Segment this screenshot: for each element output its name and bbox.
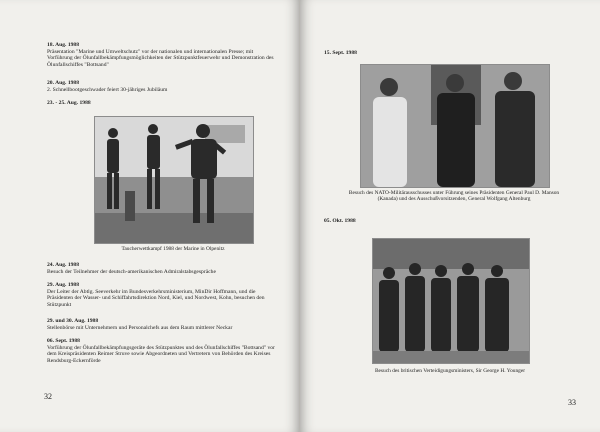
- officers-illustration: [361, 65, 549, 187]
- entry-text: Stellenbörse mit Unternehmern und Personalchefs aus dem Raum mittlerer Neckar: [47, 324, 233, 331]
- entry-sept-06: [47, 338, 279, 364]
- entry-text: Der Leiter der Abtlg. Seeverkehr im Bundesverkehrsministerium, MinDir Hoffmann, und die Präsidenten der Wasser- und Schiffahrtsdirektion Nord, Kiel, und Nordwest, Kohn, besuchen den Stützpunkt: [47, 288, 265, 308]
- entry-date: 05. Okt. 1988: [324, 218, 356, 224]
- entry-date: 29. und 30. Aug. 1988: [47, 318, 99, 324]
- entry-date: 23. - 25. Aug. 1988: [47, 100, 91, 106]
- entry-aug-20: [47, 80, 279, 93]
- entry-date: 06. Sept. 1988: [47, 338, 80, 344]
- entry-sept-15: [324, 50, 564, 57]
- nato-photo-caption: Besuch des NATO-Militärausschusses unter Führung seines Präsidenten General Paul D. Manson (Kanada) und des Ausschußvorsitzenden, General Wolfgang Altenburg: [348, 190, 560, 203]
- diver-scene-illustration: [95, 117, 253, 243]
- entry-text: 2. Schnellbootgeschwader feiert 30-jähriges Jubiläum: [47, 86, 168, 93]
- entry-oct-05: [324, 218, 564, 225]
- entry-aug-24: [47, 262, 279, 275]
- minister-photo-caption: Besuch des britischen Verteidigungsministers, Sir George H. Younger: [374, 368, 526, 374]
- entry-aug-29-30: [47, 318, 279, 331]
- right-page: [300, 0, 600, 432]
- page-number-right: 33: [568, 398, 576, 407]
- entry-text: Besuch der Teilnehmer der deutsch-amerikanischen Admiralstabsgespräche: [47, 268, 216, 275]
- entry-text: Vorführung der Ölunfallbekämpfungsgeräte des Stützpunktes und des Ölunfallschiffes "Bottsand" vor dem Kreispräsidenten Reimer Struve sowie Abgeordneten und Vertretern von Behörden des Kreises Rendsburg-Eckernförde: [47, 344, 275, 364]
- diver-contest-photo: [94, 116, 254, 244]
- entry-date: 29. Aug. 1988: [47, 282, 80, 288]
- entry-aug-23-25: [47, 100, 279, 107]
- entry-date: 18. Aug. 1988: [47, 42, 80, 48]
- entry-date: 20. Aug. 1988: [47, 80, 80, 86]
- entry-text: Präsentation "Marine und Umweltschutz" vor der nationalen und internationalen Presse; mit Vorführung der Ölunfallbekämpfungsmöglichkeiten der Stützpunktfeuerwehr und Demonstration des Ölunfallschiffes "Bottsand": [47, 48, 274, 68]
- defence-minister-photo: [372, 238, 530, 364]
- entry-date: 15. Sept. 1988: [324, 50, 357, 56]
- diver-photo-caption: Taucherwettkampf 1988 der Marine in Olpenitz: [121, 246, 225, 252]
- entry-aug-29: [47, 282, 279, 308]
- page-number-left: 32: [44, 392, 52, 401]
- entry-date: 24. Aug. 1988: [47, 262, 80, 268]
- entry-aug-18: [47, 42, 279, 68]
- group-illustration: [373, 239, 529, 363]
- nato-committee-photo: [360, 64, 550, 188]
